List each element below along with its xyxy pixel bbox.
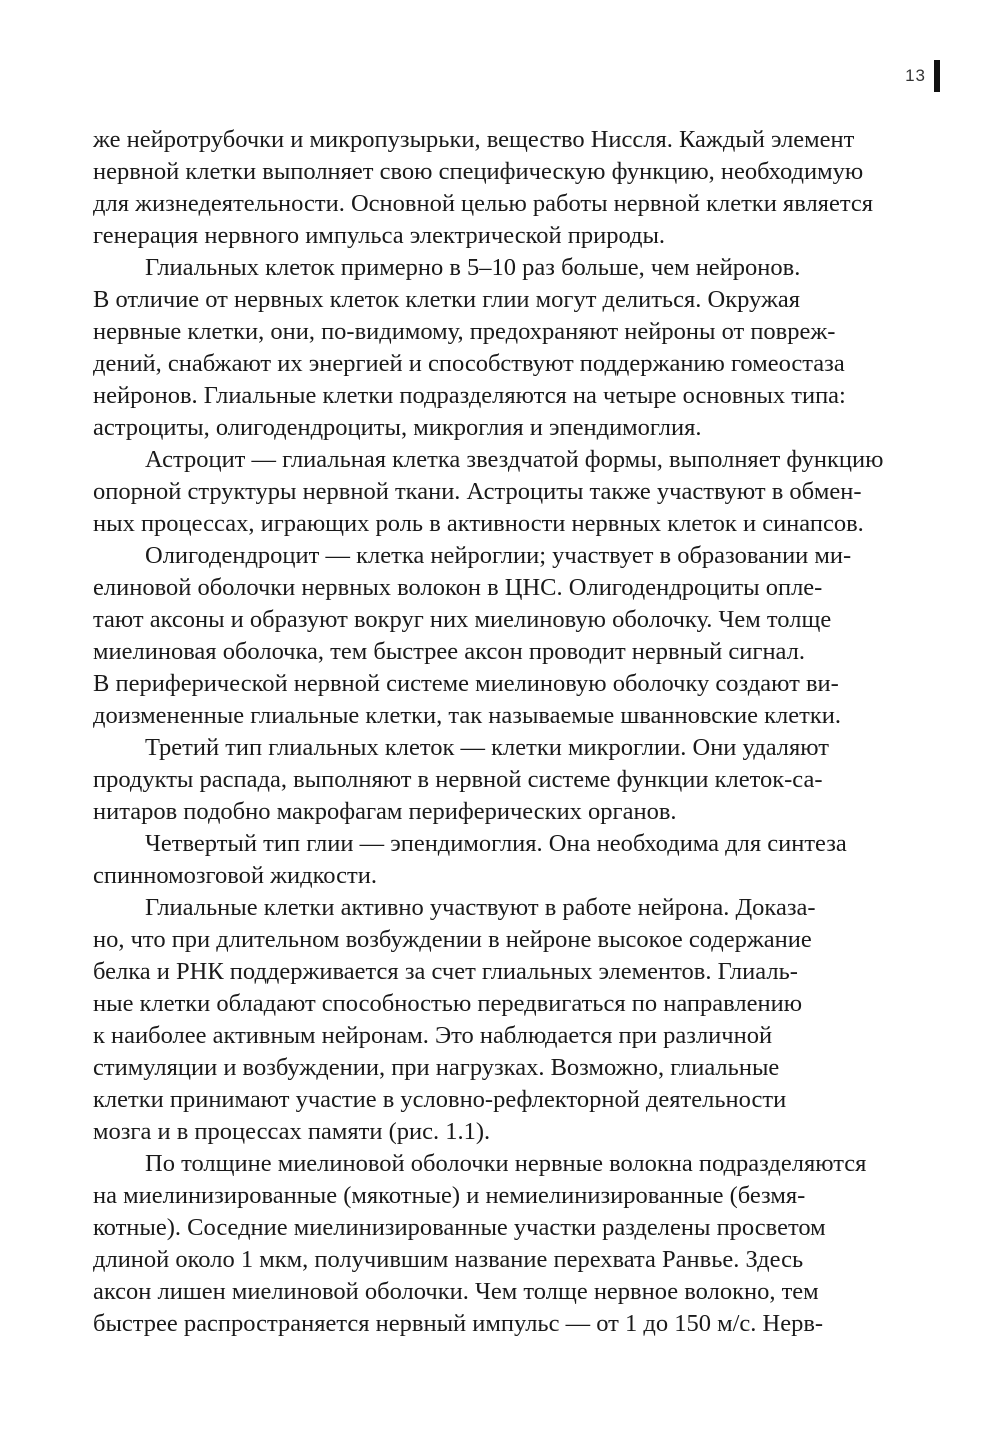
- text-line: В периферической нервной системе миелиновую оболочку создают ви-: [93, 670, 839, 697]
- text-line: Третий тип глиальных клеток — клетки микроглии. Они удаляют: [145, 734, 829, 761]
- text-line: нервной клетки выполняет свою специфическую функцию, необходимую: [93, 158, 864, 185]
- text-line: нейронов. Глиальные клетки подразделяются на четыре основных типа:: [93, 382, 846, 409]
- text-line: генерация нервного импульса электрической природы.: [93, 222, 666, 249]
- paragraph: [93, 444, 933, 540]
- text-line: к наиболее активным нейронам. Это наблюдается при различной: [93, 1022, 773, 1049]
- text-line: белка и РНК поддерживается за счет глиальных элементов. Глиаль-: [93, 958, 798, 985]
- text-line: же нейротрубочки и микропузырьки, вещество Ниссля. Каждый элемент: [93, 126, 855, 153]
- text-line: клетки принимают участие в условно-рефлекторной деятельности: [93, 1086, 787, 1113]
- text-line: нервные клетки, они, по-видимому, предохраняют нейроны от повреж-: [93, 318, 836, 345]
- page-number-text: 13: [905, 66, 926, 85]
- text-line: тают аксоны и образуют вокруг них миелиновую оболочку. Чем толще: [93, 606, 832, 633]
- paragraph: [93, 124, 933, 252]
- body-text: [93, 124, 933, 1340]
- page-number-bar: [934, 60, 940, 92]
- text-line: для жизнедеятельности. Основной целью работы нервной клетки является: [93, 190, 873, 217]
- paragraph: [93, 252, 933, 444]
- text-line: опорной структуры нервной ткани. Астроциты также участвуют в обмен-: [93, 478, 862, 505]
- text-line: нитаров подобно макрофагам периферических органов.: [93, 798, 677, 825]
- text-line: Четвертый тип глии — эпендимоглия. Она необходима для синтеза: [145, 830, 847, 857]
- text-line: ных процессах, играющих роль в активности нервных клеток и синапсов.: [93, 510, 864, 537]
- paragraph: [93, 732, 933, 828]
- paragraph: [93, 540, 933, 732]
- text-line: Олигодендроцит — клетка нейроглии; участвует в образовании ми-: [145, 542, 852, 569]
- text-line: По толщине миелиновой оболочки нервные волокна подразделяются: [145, 1150, 867, 1177]
- text-line: котные). Соседние миелинизированные участки разделены просветом: [93, 1214, 826, 1241]
- text-line: продукты распада, выполняют в нервной системе функции клеток-са-: [93, 766, 823, 793]
- text-line: Астроцит — глиальная клетка звездчатой формы, выполняет функцию: [145, 446, 884, 473]
- text-line: аксон лишен миелиновой оболочки. Чем толще нервное волокно, тем: [93, 1278, 819, 1305]
- paragraph: [93, 1148, 933, 1340]
- text-line: доизмененные глиальные клетки, так называемые шванновские клетки.: [93, 702, 841, 729]
- text-line: Глиальные клетки активно участвуют в работе нейрона. Доказа-: [145, 894, 816, 921]
- text-line: спинномозговой жидкости.: [93, 862, 377, 889]
- text-line: быстрее распространяется нервный импульс — от 1 до 150 м/с. Нерв-: [93, 1310, 824, 1337]
- text-line: елиновой оболочки нервных волокон в ЦНС. Олигодендроциты опле-: [93, 574, 823, 601]
- page-number: [905, 60, 940, 92]
- text-line: стимуляции и возбуждении, при нагрузках. Возможно, глиальные: [93, 1054, 780, 1081]
- text-line: длиной около 1 мкм, получившим название перехвата Ранвье. Здесь: [93, 1246, 804, 1273]
- text-line: дений, снабжают их энергией и способствуют поддержанию гомеостаза: [93, 350, 845, 377]
- text-line: миелиновая оболочка, тем быстрее аксон проводит нервный сигнал.: [93, 638, 805, 665]
- paragraph: [93, 828, 933, 892]
- text-line: на миелинизированные (мякотные) и немиелинизированные (безмя-: [93, 1182, 806, 1209]
- paragraph: [93, 892, 933, 1148]
- text-line: но, что при длительном возбуждении в нейроне высокое содержание: [93, 926, 812, 953]
- text-line: Глиальных клеток примерно в 5–10 раз больше, чем нейронов.: [145, 254, 801, 281]
- text-line: мозга и в процессах памяти (рис. 1.1).: [93, 1118, 491, 1145]
- text-line: астроциты, олигодендроциты, микроглия и эпендимоглия.: [93, 414, 702, 441]
- text-line: В отличие от нервных клеток клетки глии могут делиться. Окружая: [93, 286, 801, 313]
- text-line: ные клетки обладают способностью передвигаться по направлению: [93, 990, 802, 1017]
